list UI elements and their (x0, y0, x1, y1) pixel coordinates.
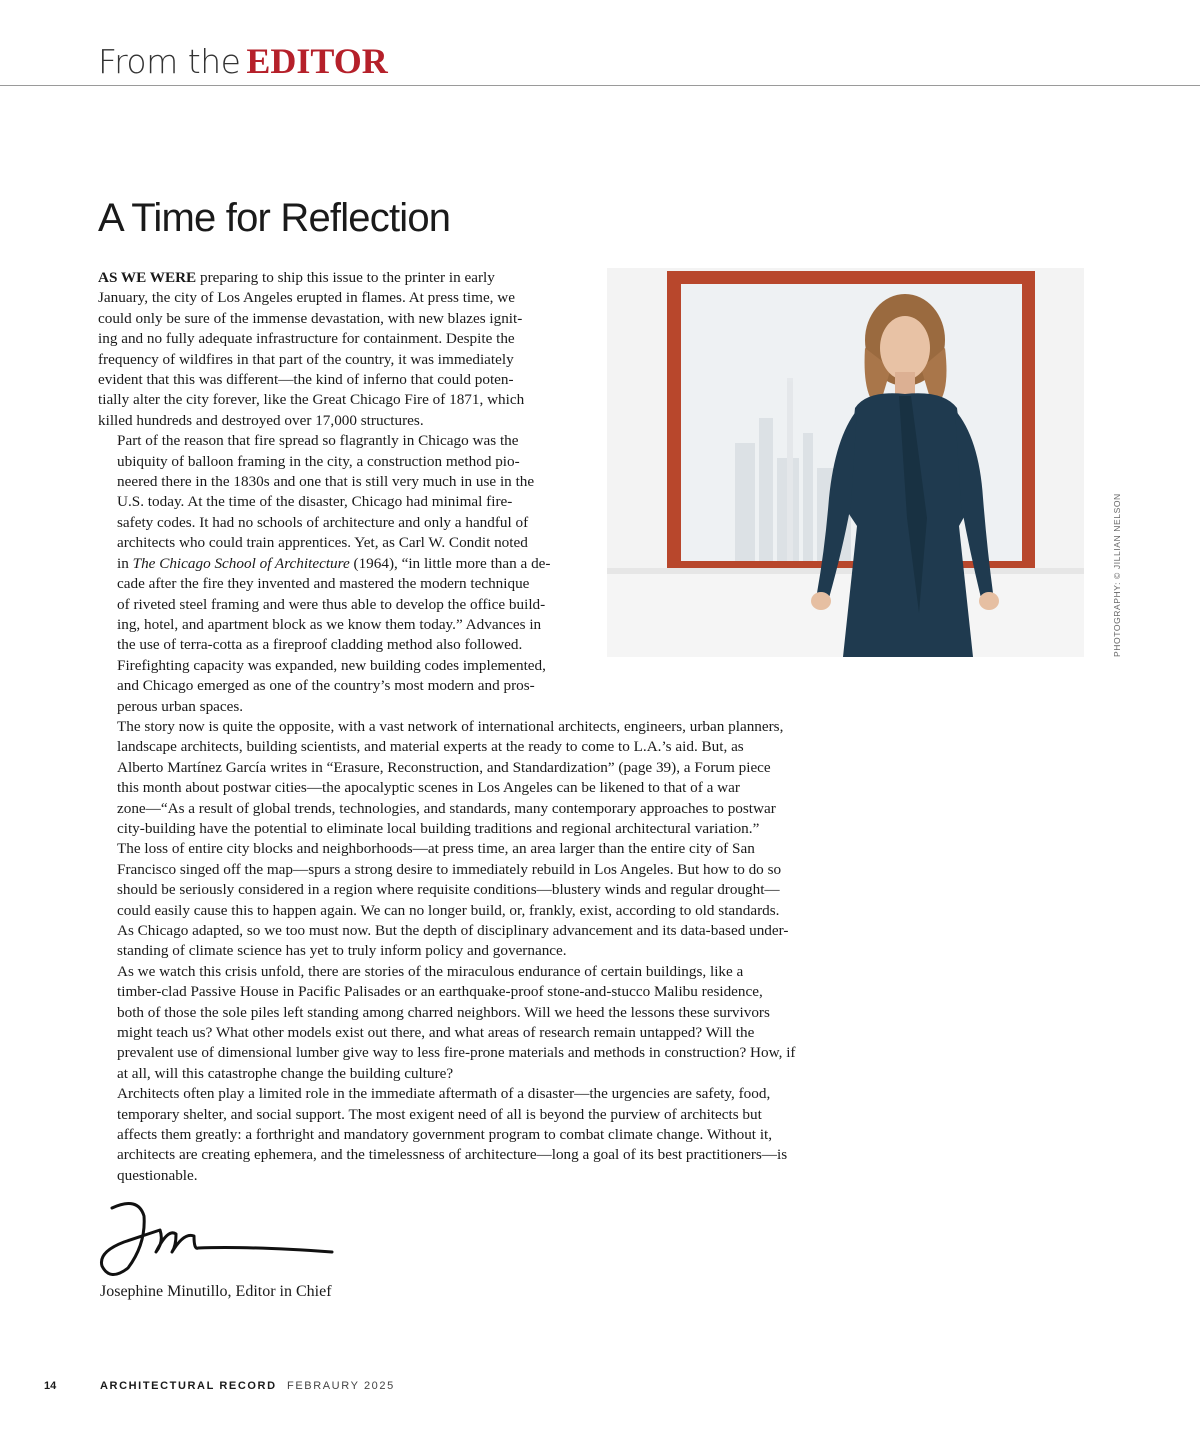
text-line: architects who could train apprentices. Yet, as Carl W. Condit noted (117, 534, 528, 552)
text-line: Architects often play a limited role in the immediate aftermath of a disaster—the urgencies are safety, food, (117, 1085, 771, 1103)
text-line: U.S. today. At the time of the disaster, Chicago had minimal fire- (117, 493, 513, 511)
text-line: perous urban spaces. (117, 697, 244, 715)
text-line: architects are creating ephemera, and the timelessness of architecture—long a goal of its best practitioners—is (117, 1146, 788, 1164)
text-line: should be seriously considered in a region where requisite conditions—blustery winds and regular drought— (117, 881, 780, 899)
text-line: ubiquity of balloon framing in the city, a construction method pio- (117, 452, 520, 470)
lead-in: AS WE WERE (98, 269, 197, 286)
text-line: at all, will this catastrophe change the building culture? (117, 1064, 454, 1082)
text-line: neered there in the 1830s and one that is still very much in use in the (117, 473, 535, 491)
text-line: frequency of wildfires in that part of the country, it was immediately (98, 350, 514, 368)
text-line: landscape architects, building scientists, and material experts at the ready to come to L.A.’s aid. But, as (117, 738, 744, 756)
text-line: As Chicago adapted, so we too must now. But the depth of disciplinary advancement and its data-based under- (117, 922, 789, 939)
paragraph-1 (98, 268, 848, 431)
text-line: prevalent use of dimensional lumber give way to less fire-prone materials and methods in construction? How, if (117, 1044, 796, 1062)
publication-name: ARCHITECTURAL RECORD (100, 1380, 277, 1392)
text-line: city-building have the potential to eliminate local building traditions and regional architectural variation.” (117, 819, 760, 837)
text-line: killed hundreds and destroyed over 17,000 structures. (98, 411, 424, 429)
paragraph-4 (98, 839, 848, 961)
text-line: tially alter the city forever, like the Great Chicago Fire of 1871, which (98, 391, 525, 409)
article-body (98, 268, 848, 1186)
paragraph-5 (98, 962, 848, 1084)
paragraph-6 (98, 1084, 848, 1186)
text-line: in The Chicago School of Architecture (1964), “in little more than a de- (117, 554, 551, 572)
paragraph-3 (98, 717, 848, 839)
text-line: this month about postwar cities—the apocalyptic scenes in Los Angeles can be likened to that of a war (117, 779, 740, 797)
text-line: The story now is quite the opposite, with a vast network of international architects, engineers, urban planners, (117, 717, 784, 735)
page-number: 14 (44, 1380, 57, 1392)
text-line: the use of terra-cotta as a fireproof cladding method also followed. (117, 636, 523, 654)
text-line: questionable. (117, 1166, 198, 1184)
text-line: of riveted steel framing and were thus able to develop the office build- (117, 595, 546, 613)
text-line: January, the city of Los Angeles erupted in flames. At press time, we (98, 289, 515, 307)
text-line: Francisco singed off the map—spurs a strong desire to immediately rebuild in Los Angeles. But how to do so (117, 860, 782, 878)
paragraph-2 (98, 431, 848, 717)
text-line: temporary shelter, and social support. The most exigent need of all is beyond the purview of architects but (117, 1105, 762, 1123)
text-line: Part of the reason that fire spread so flagrantly in Chicago was the (117, 432, 519, 450)
text-line: and Chicago emerged as one of the country’s most modern and pros- (117, 677, 535, 695)
text-line: zone—“As a result of global trends, technologies, and standards, many contemporary approaches to postwar (117, 799, 776, 817)
text-line: cade after the fire they invented and mastered the modern technique (117, 575, 530, 593)
text-line: might teach us? What other models exist out there, and what areas of research remain untapped? Will the (117, 1024, 755, 1042)
text-line: standing of climate science has yet to truly inform policy and governance. (117, 942, 567, 960)
handwritten-signature (98, 1200, 338, 1280)
section-prefix: From the (98, 42, 241, 81)
text-line: evident that this was different—the kind of inferno that could poten- (98, 371, 514, 389)
photo-credit: PHOTOGRAPHY: © JILLIAN NELSON (1112, 493, 1122, 657)
text-line: Firefighting capacity was expanded, new building codes implemented, (117, 656, 546, 674)
header-divider (0, 85, 1200, 86)
text-line: affects them greatly: a forthright and mandatory government program to combat climate change. Without it, (117, 1126, 773, 1144)
text-line: both of those the sole piles left standing among charred neighbors. Will we heed the lessons these survivors (117, 1003, 770, 1021)
text-line: AS WE WERE preparing to ship this issue to the printer in early (98, 269, 495, 286)
text-line: could easily cause this to happen again. We can no longer build, or, frankly, exist, according to old standards. (117, 901, 780, 919)
text-line: The loss of entire city blocks and neighborhoods—at press time, an area larger than the entire city of San (117, 840, 755, 858)
article-title: A Time for Reflection (98, 196, 451, 240)
text-line: As we watch this crisis unfold, there are stories of the miraculous endurance of certain buildings, like a (117, 962, 744, 980)
signature-name: Josephine Minutillo, Editor in Chief (100, 1283, 332, 1300)
issue-date: FEBRAURY 2025 (287, 1380, 395, 1392)
text-line: timber-clad Passive House in Pacific Palisades or an earthquake-proof stone-and-stucco Malibu residence, (117, 983, 763, 1001)
section-name: EDITOR (246, 41, 388, 81)
text-line: could only be sure of the immense devastation, with new blazes ignit- (98, 309, 523, 327)
text-line: ing, hotel, and apartment block as we know them today.” Advances in (117, 615, 542, 633)
text-line: Alberto Martínez García writes in “Erasure, Reconstruction, and Standardization” (page 39), a Forum piece (117, 758, 771, 776)
page-footer (0, 1380, 600, 1400)
text-line: ing and no fully adequate infrastructure for containment. Despite the (98, 330, 515, 348)
section-header (98, 40, 388, 84)
text-line: safety codes. It had no schools of architecture and only a handful of (117, 513, 529, 531)
